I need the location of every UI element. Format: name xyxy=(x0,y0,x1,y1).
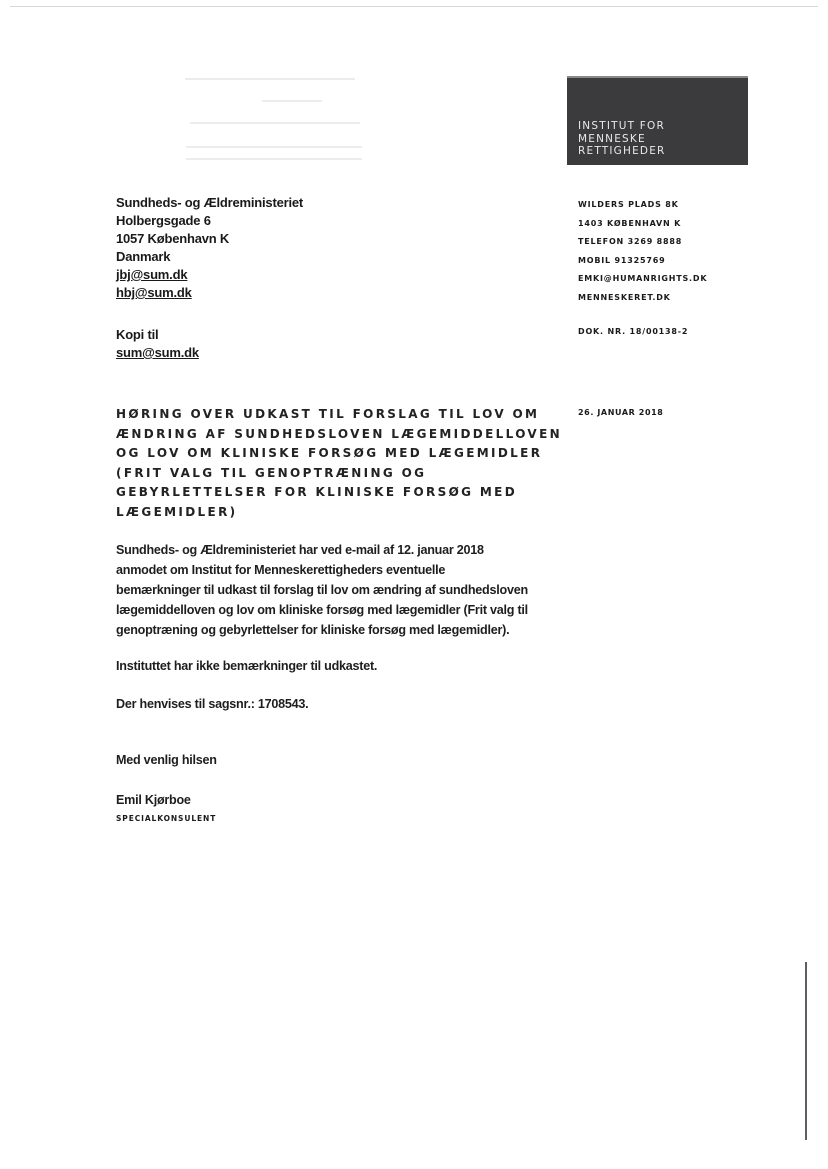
heading-line: OG LOV OM KLINISKE FORSØG MED LÆGEMIDLER xyxy=(116,446,543,461)
heading-line: HØRING OVER UDKAST TIL FORSLAG TIL LOV OM xyxy=(116,407,540,421)
recipient-country: Danmark xyxy=(116,249,171,264)
logo-line: MENNESKE xyxy=(578,132,646,145)
paragraph-line: anmodet om Institut for Menneskerettigheders eventuelle xyxy=(116,563,446,577)
sender-phone: TELEFON 3269 8888 xyxy=(578,237,683,246)
logo-line: RETTIGHEDER xyxy=(578,145,666,157)
body-paragraph xyxy=(116,540,528,640)
bleed-through-mark xyxy=(262,100,322,102)
heading-line: GEBYRLETTELSER FOR KLINISKE FORSØG MED xyxy=(116,485,518,500)
signer-title: SPECIALKONSULENT xyxy=(116,814,217,823)
closing-greeting: Med venlig hilsen xyxy=(116,753,217,767)
paragraph-line: genoptræning og gebyrlettelser for kliniske forsøg med lægemidler). xyxy=(116,623,510,637)
paragraph-line: lægemiddelloven og lov om kliniske forsøg med lægemidler (Frit valg til xyxy=(116,603,528,617)
scan-edge-top xyxy=(10,6,818,7)
sender-city: 1403 KØBENHAVN K xyxy=(578,218,682,228)
sender-address: WILDERS PLADS 8K xyxy=(578,200,679,209)
letter-date: 26. JANUAR 2018 xyxy=(578,408,664,417)
copy-email-link[interactable]: sum@sum.dk xyxy=(116,345,199,360)
bleed-through-mark xyxy=(186,158,362,160)
paragraph-line: bemærkninger til udkast til forslag til lov om ændring af sundhedsloven xyxy=(116,583,528,597)
sender-contact-block xyxy=(578,196,707,307)
bleed-through-mark xyxy=(190,122,360,124)
recipient-email-link[interactable]: jbj@sum.dk xyxy=(116,267,188,282)
recipient-email-link[interactable]: hbj@sum.dk xyxy=(116,285,192,300)
logo-wordmark xyxy=(578,120,666,158)
scan-edge-right xyxy=(805,962,807,1140)
bleed-through-mark xyxy=(186,146,362,148)
recipient-address xyxy=(116,194,303,302)
sender-email: EMKI@HUMANRIGHTS.DK xyxy=(578,274,708,283)
heading-line: ÆNDRING AF SUNDHEDSLOVEN LÆGEMIDDELLOVEN xyxy=(116,426,563,441)
paragraph-line: Sundheds- og Ældreministeriet har ved e-mail af 12. januar 2018 xyxy=(116,543,484,557)
institute-logo xyxy=(567,76,748,165)
bleed-through-mark xyxy=(185,78,355,80)
recipient-street: Holbergsgade 6 xyxy=(116,213,211,228)
heading-line: LÆGEMIDLER) xyxy=(116,504,238,519)
case-reference: Der henvises til sagsnr.: 1708543. xyxy=(116,697,309,711)
recipient-name: Sundheds- og Ældreministeriet xyxy=(116,195,304,210)
sender-mobile: MOBIL 91325769 xyxy=(578,255,666,265)
document-number: DOK. NR. 18/00138-2 xyxy=(578,327,689,336)
recipient-city: 1057 København K xyxy=(116,231,230,246)
copy-to-block xyxy=(116,326,199,362)
copy-label: Kopi til xyxy=(116,327,159,342)
signer-name: Emil Kjørboe xyxy=(116,793,191,807)
sender-website: MENNESKERET.DK xyxy=(578,292,671,302)
heading-line: (FRIT VALG TIL GENOPTRÆNING OG xyxy=(116,465,427,480)
no-remarks-paragraph: Instituttet har ikke bemærkninger til udkastet. xyxy=(116,659,378,673)
letter-heading xyxy=(116,405,561,523)
logo-line: INSTITUT FOR xyxy=(578,120,665,132)
